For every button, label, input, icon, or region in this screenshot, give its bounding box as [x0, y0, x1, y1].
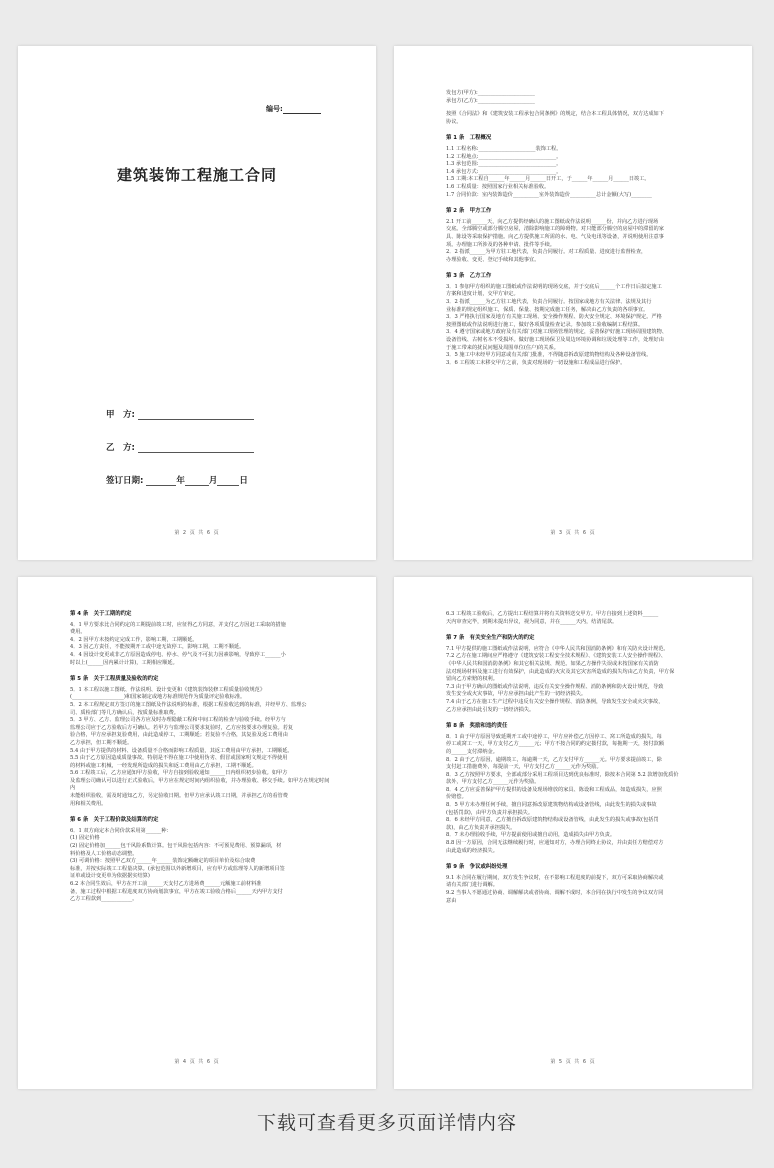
sign-date-label: 签订日期: [106, 476, 144, 486]
paragraph-line: 5．1 本工程以施工图纸、作法说明、设计变更和《建筑装饰装修工程质量验收规范》 [70, 686, 266, 693]
party-b-line [138, 443, 254, 453]
paragraph-line: 协议。 [446, 118, 462, 125]
paragraph-line: 6.3 工程竣工验收后，乙方提出工程结算并将有关资料送交甲方。甲方自接到上述资料______ [446, 611, 659, 617]
paragraph-line: 请有关部门进行调解。 [446, 882, 498, 889]
paragraph-line: 4．1 甲方要求比合同约定的工期提前竣工时，应征得乙方同意，并支付乙方因赶工采取的措施 [70, 621, 286, 628]
page-number: 第 2 页 共 6 页 [174, 530, 220, 536]
year-label: 年 [176, 476, 185, 486]
paragraph-line: 按照《合同法》和《建筑安装工程承包合同条例》的规定，结合本工程具体情况，双方达成如下 [446, 111, 664, 118]
party-a-field [106, 408, 254, 420]
paragraph-line: 8．5 甲方未办理任何手续，擅自同意拆改原建筑物结构或设备管线，由此发生的损失或事故 [446, 802, 657, 809]
contract-number-line [283, 105, 321, 114]
sign-date-field [106, 474, 248, 486]
paragraph-line: 1.4 承包方式:______________________________。 [446, 168, 562, 175]
paragraph-line: 支付赶工措施费外，每提前一天，甲方支付乙方______元作为奖励。 [446, 764, 602, 771]
contract-title: 建筑装饰工程施工合同 [116, 166, 277, 184]
paragraph-line: 办理验收、变更、登记手续和其他事宜。 [446, 256, 540, 263]
paragraph-line: 停工或窝工一天，甲方支付乙方______元；甲方不按合同的约定拨付款，每拖期一天，按付款额 [446, 741, 664, 748]
paragraph-line: (3) 可调价格：按照甲乙双方______年______装饰定额确定的项目单价及综合取费 [70, 858, 256, 865]
paragraph-line: 监理公司应于乙方验收后方可确认。若甲方与监理公司要求复验时，乙方应按要求办理复验。若复 [70, 724, 294, 731]
section-7-title: 第 7 条 有关安全生产和防火的约定 [446, 635, 535, 642]
paragraph-line: 用和相关费用。 [70, 800, 107, 807]
paragraph-line: (____________________)和国家制定或地方标准规范作为质量评定验收标准。 [70, 694, 246, 701]
paragraph-line: 料价格及人工价格动态调整。 [70, 850, 138, 857]
paragraph-line: 1.6 工程质量：按照国家行业相关标准验收。 [446, 183, 550, 190]
section-4-title: 第 4 条 关于工期的约定 [70, 611, 132, 617]
paragraph-line: 于施工带来的扰民问题及周围单位(住户)的关系。 [446, 344, 559, 351]
party-b-label: 乙 方: [106, 443, 135, 453]
paragraph-group [70, 828, 330, 904]
paragraph-line: 8．4 乙方应妥善保护甲方提供的设备及现场堆放的家具、陈设和工程成品，如造成损失，应照 [446, 786, 662, 793]
paragraph-line: 4．4 因设计变更或非乙方原因造成停电、停水、停气及不可抗力因素影响，导致停工______小 [70, 651, 286, 658]
page-body [446, 611, 706, 905]
contract-page-3 [18, 577, 376, 1089]
paragraph-group [446, 734, 706, 856]
section-5-title: 第 5 条 关于工程质量及验收的约定 [70, 676, 159, 683]
section-6-title: 第 6 条 关于工程价款及结算的约定 [70, 817, 159, 824]
paragraph-line: 价赔偿。 [446, 794, 467, 801]
paragraph-line: (1) 固定价格 [70, 835, 100, 842]
paragraph-group [70, 622, 330, 668]
paragraph-line: 5.4 由于甲方提供的材料、设备质量不合格而影响工程质量，其返工费用由甲方承担，工期顺延。 [70, 747, 293, 754]
paragraph-line: 9.2 当事人不愿通过协商、调解解决或者协商、调解不成时，本合同在执行中发生的争议双方同 [446, 890, 664, 896]
paragraph-line: 款外，甲方支付乙方______元作为奖励。 [446, 779, 540, 786]
paragraph-line: 证单或设计变更单为依据据实结算) [70, 873, 150, 880]
paragraph-line: 意由 [446, 897, 457, 904]
contract-number-field [266, 104, 321, 114]
paragraph-line: 1.1 工程名称:______________________装饰工程。 [446, 145, 562, 152]
paragraph-line: 6．1 双方商定本合同价款采用第______种： [70, 827, 172, 834]
paragraph-line: 业标准的规定组织施工，保质、保量、按期完成施工任务，解决由乙方负责的各项事宜。 [446, 306, 649, 313]
download-more-caption[interactable]: 下载可查看更多页面详情内容 [256, 1112, 517, 1134]
page-body [446, 90, 706, 367]
paragraph-line: 1.5 工期:本工程自______年______月______日开工，于______年______月______日竣工。 [446, 176, 650, 183]
paragraph-line: (2) 固定价格加______包干风险系数计算。包干风险包括内容：不可预见费用、预算漏项，材 [70, 843, 282, 850]
paragraph-line: 5.5 由于乙方原因造成质量事故，特别是不得在施工中使用伪劣、假冒或国家明文规定不得使用 [70, 755, 288, 762]
paragraph-group [446, 611, 706, 626]
paragraph-line: 4．3 因乙方责任，不能按期开工或中途无故停工，影响工期，工期不顺延。 [70, 644, 245, 651]
party-a-line [138, 410, 254, 420]
paragraph-line: 8．7 未办理验收手续，甲方提前使用或擅自动用，造成损失由甲方负责。 [446, 832, 616, 839]
paragraph-line: 的______支付滞纳金。 [446, 748, 498, 755]
paragraph-line: 司、质检部门等几方确认后，按质量标准取费。 [70, 709, 179, 716]
paragraph-line: 按照图纸或作法说明进行施工，做好各项质量检查记录。参加竣工验收编制工程结算。 [446, 321, 644, 328]
paragraph-line: 8．6 未经甲方同意，乙方擅自拆改原建筑物结构或设备管线，由此发生的损失或事故(包括罚 [446, 817, 659, 824]
page-number: 第 3 页 共 6 页 [550, 530, 596, 536]
paragraph-line: 《中华人民共和国消防条例》和其它相关法规、规范。如果乙方操作失误或未按国家有关消防 [446, 660, 659, 667]
paragraph-line: (包括罚款)，由甲方负责并承担损失。 [446, 809, 534, 816]
paragraph-line: 备，施工过程中根据工程进度双方协商划款事宜，甲方在竣工验收合格后______天内甲方支付 [70, 888, 283, 895]
paragraph-line: 8．2 由于乙方原因，逾期竣工，每逾期一天，乙方支付甲方______元。甲方要求提前竣工，除 [446, 756, 662, 763]
paragraph-group [446, 90, 706, 126]
paragraph-line: 5.6 工程竣工后，乙方应通知甲方验收，甲方自接到验收通知______日内组织初步验收。如甲方 [70, 770, 288, 777]
paragraph-line: 1.7 合同价款：室内装饰造价__________室外装饰造价__________总计金额(大写)________ [446, 191, 652, 198]
paragraph-group [70, 687, 330, 809]
section-9-title: 第 9 条 争议或纠纷处理 [446, 864, 508, 871]
paragraph-line: 8．3 乙方按照甲方要求，全部或部分采用工程项目达到优良标准时，除按本合同第 5.2 款增加优质价 [446, 771, 679, 778]
paragraph-line: 发包方(甲方):______________________ [446, 90, 535, 96]
section-8-title: 第 8 条 奖励和违约责任 [446, 723, 508, 730]
paragraph-line: 2．2 指派______为甲方驻工地代表，负责合同履行。对工程质量、进度进行监督检查， [446, 249, 647, 256]
paragraph-line: 2.1 开工前______天，向乙方提供经确认的施工图纸或作法说明______份，并向乙方进行现场 [446, 218, 659, 225]
paragraph-line: 发生安全或火灾事故，甲方应承担由此产生的一切经济损失。 [446, 691, 587, 698]
contract-page-4 [394, 577, 752, 1089]
paragraph-line: 3．4 遵守国家或地方政府及有关部门对施工现场管理的规定，妥善保护好施工现场周围建筑物、 [446, 329, 667, 336]
paragraph-line: 未能组织验收，需及时通知乙方，另定验收日期。但甲方应承认竣工日期，并承担乙方的看管费 [70, 793, 288, 800]
cover-page [18, 46, 376, 560]
paragraph-line: 3．6 工程竣工未移交甲方之前，负责对现场的一切设施和工程成品进行保护。 [446, 359, 626, 366]
section-3-title: 第 3 条 乙方工作 [446, 273, 492, 280]
page-body [70, 611, 330, 904]
paragraph-line: 7.2 乙方在施工期间应严格遵守《建筑安装工程安全技术规程》、《建筑安装工人安全操作规程》、 [446, 653, 666, 660]
paragraph-line: 款)，由乙方负责并承担损失。 [446, 824, 516, 831]
page-number: 第 5 页 共 6 页 [550, 1059, 596, 1065]
paragraph-line: 设备管线、古树名木不受损坏。做好施工现场保卫及周边环境协调和垃圾处理等工作，处理好由 [446, 337, 664, 344]
paragraph-line: 具、陈设等采取保护措施。向乙方提供施工所需的水、电、气及电讯等设备，并说明使用注意事 [446, 233, 664, 240]
paragraph-line: 项。办理施工所涉及的各种申请、批件等手续。 [446, 241, 555, 248]
paragraph-line: 标准，并按实际竣工工程量决算。(承包范围以外新增项目，应有甲方或监理等人的新增项目签 [70, 865, 285, 872]
paragraph-line: 7.4 由于乙方在施工生产过程中违反有关安全操作规程、消防条例，导致发生安全或火灾事故， [446, 698, 664, 705]
paragraph-line: 1.2 工程地点:______________________________。 [446, 153, 562, 160]
paragraph-line: 8．1 由于甲方原因导致延期开工或中途停工，甲方应补偿乙方因停工、窝工所造成的损失。每 [446, 733, 662, 740]
paragraph-line: 3．3 严格执行国家及地方有关施工现场、安全操作规程、防火安全规定、环境保护规定。严格 [446, 314, 662, 321]
page-number: 第 4 页 共 6 页 [174, 1059, 220, 1065]
paragraph-line: 费用。 [70, 629, 86, 636]
paragraph-line: 方案和进度计划，交甲方审定。 [446, 291, 519, 298]
party-b-field [106, 441, 254, 453]
paragraph-line: 时以上(______因内累计计算)，工期相应顺延。 [70, 659, 178, 666]
paragraph-group [446, 146, 706, 199]
paragraph-line: 8.8 因一方原因，合同无法继续履行时，应通知对方，办理合同终止协议，并由责任方赔偿对方 [446, 840, 664, 847]
paragraph-line: 乙方承担，但工期不顺延。 [70, 739, 133, 746]
paragraph-line: 5．3 甲方、乙方、监理公司各方应及时办理隐蔽工程和中间工程的检查与验收手续。经甲方与 [70, 717, 286, 724]
paragraph-line: 3．1 参加甲方组织的施工图纸或作法说明的现场交底，并于交底后______个工作日后拟定施工 [446, 283, 662, 290]
paragraph-line: 乙方工程款到____________。 [70, 896, 138, 903]
section-1-title: 第 1 条 工程概况 [446, 135, 492, 142]
paragraph-line: 5．2 本工程规定双方签订的施工图纸及作法说明的标准，根据工程验收达到的标准，并经甲方、监理公 [70, 701, 307, 708]
paragraph-line: 由此造成的经济损失。 [446, 847, 498, 854]
paragraph-group [446, 284, 706, 368]
paragraph-line: 3．5 施工中未经甲方同意或有关部门批准，不得随意拆改原建筑物结构及各种设备管线。 [446, 352, 652, 359]
paragraph-line: 7.3 由于甲方确认的图纸或作法说明，违反有关安全操作规程、消防条例和防火设计规范，导致 [446, 683, 664, 690]
paragraph-line: 3．2 指派______为乙方驻工地代表，负责合同履行。按国家或地方有关法律、法规及其行 [446, 299, 652, 306]
paragraph-group [446, 875, 706, 905]
day-label: 日 [239, 476, 248, 486]
paragraph-line: 6.2 本合同生效后，甲方在开工前______天支付乙方进场费______元额施工前材料准 [70, 881, 262, 887]
paragraph-group [446, 646, 706, 714]
contract-number-label: 编号: [266, 105, 283, 113]
paragraph-line: 交底。全部腾空或部分腾空房屋，清除影响施工的障碍物。对只能部分腾空的房屋中的滞留的家 [446, 226, 664, 233]
section-2-title: 第 2 条 甲方工作 [446, 208, 492, 215]
contract-page-2 [394, 46, 752, 560]
party-a-label: 甲 方: [106, 410, 135, 420]
paragraph-line: 的材料或施工机械，一经发现所造成的损失和返工费用由乙方承担，工期不顺延。 [70, 762, 257, 769]
paragraph-line: 承包方(乙方):______________________ [446, 97, 535, 104]
paragraph-line: 1.3 承包范围:______________________________。 [446, 161, 562, 168]
month-label: 月 [208, 476, 218, 486]
paragraph-line: 法对现场材料及施工进行有效保护，由此造成的火灾及其它灾害所造成的损失均由乙方负责，甲方保 [446, 668, 675, 675]
paragraph-line: 及监理公司确认可以进行正式验收后，甲方应在规定时间内组织验收，并办理验收、移交手续。如甲方在规定时间内 [70, 777, 330, 792]
paragraph-line: 乙方应承担由此引发的一切经济损失。 [446, 706, 535, 713]
paragraph-line: 验合格，甲方应承担复验费用，由此造成停工，工期顺延；若复验不合格，其复验及返工费用由 [70, 732, 288, 739]
paragraph-line: 留向乙方索赔的权利。 [446, 676, 498, 683]
paragraph-group [446, 219, 706, 265]
paragraph-line: 7.1 甲方提供的施工图纸或作法说明，应符合《中华人民共和国消防条例》和有关防火设计规范。 [446, 645, 669, 652]
paragraph-line: 4．2 因甲方未按约定完成工作，影响工期，工期顺延。 [70, 636, 198, 643]
paragraph-line: 9.1 本合同在履行期间，双方发生争议时，在不影响工程进度的前提下，双方可采取协商解决或 [446, 874, 664, 881]
paragraph-line: 天内审查完毕，到期未提出异议，视为同意，并在______天内，结清尾款。 [446, 618, 618, 625]
